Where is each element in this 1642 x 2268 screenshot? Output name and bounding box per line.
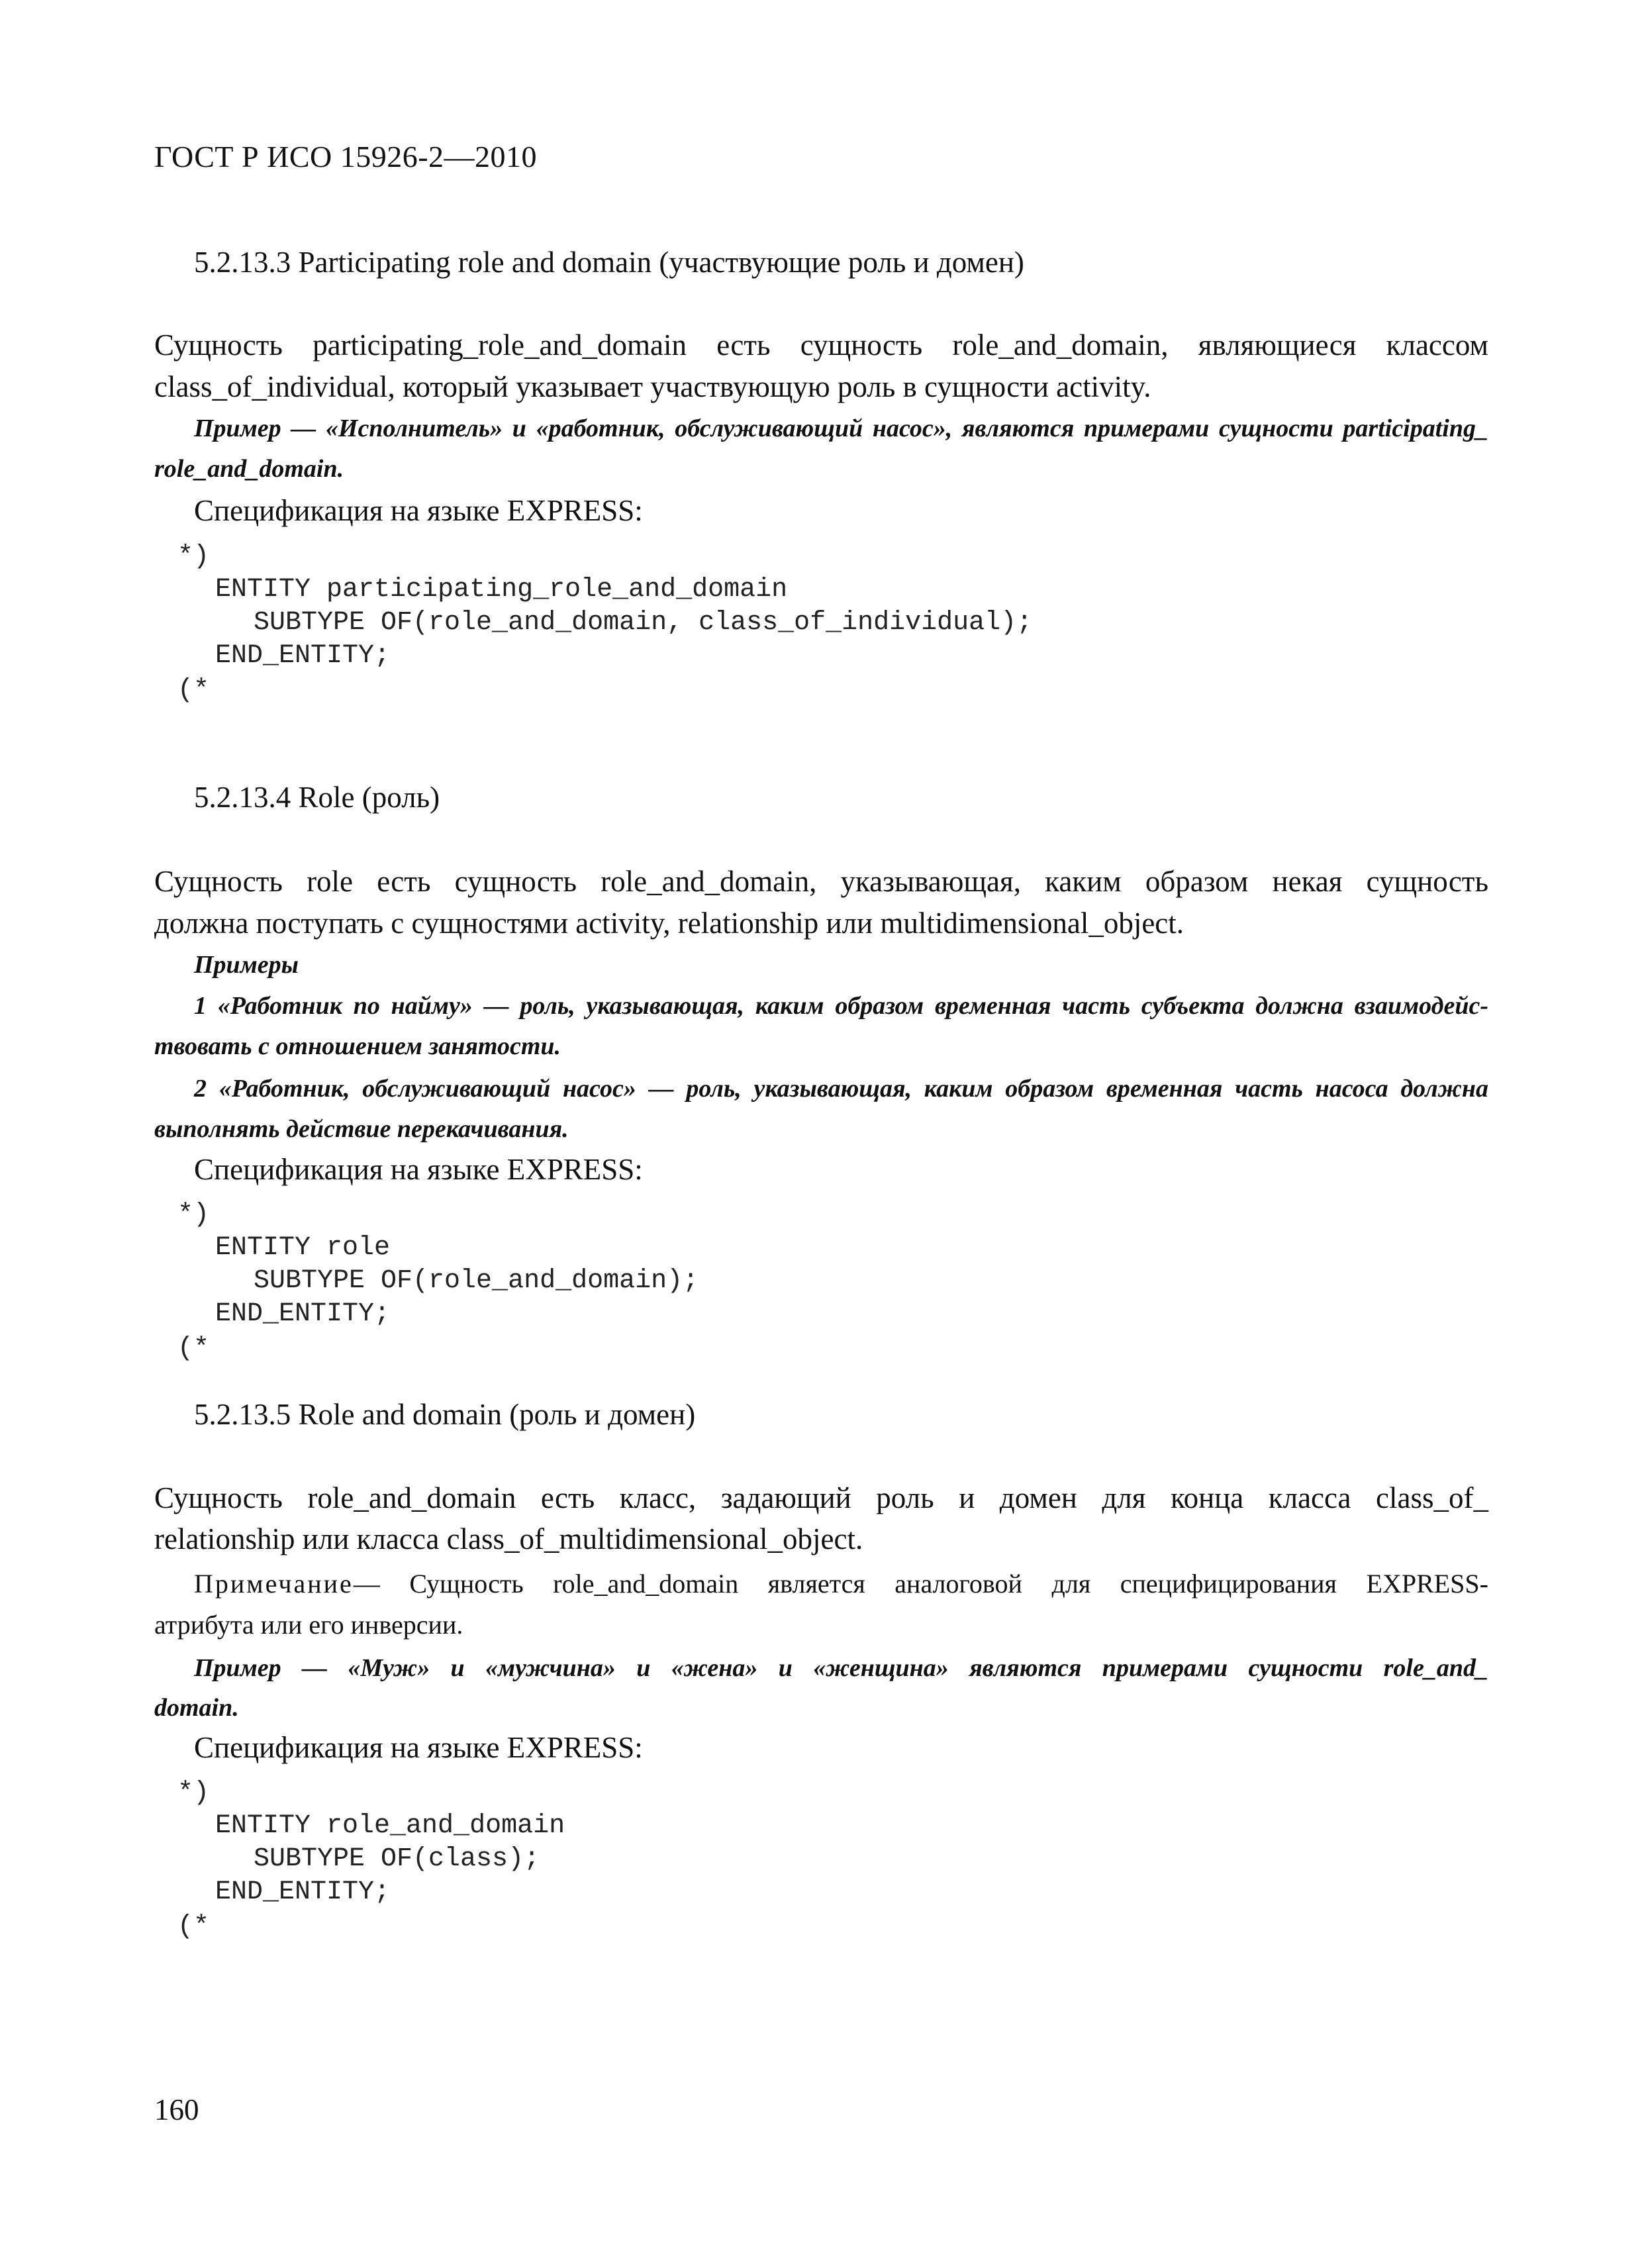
code-line: *) <box>177 542 210 571</box>
code-line: (* <box>177 1334 210 1363</box>
code-line: ENTITY role <box>215 1233 391 1263</box>
section-heading: 5.2.13.5 Role and domain (роль и домен) <box>194 1398 696 1431</box>
code-line: END_ENTITY; <box>215 1299 391 1329</box>
spec-label: Спецификация на языке EXPRESS: <box>194 494 643 527</box>
spec-label: Спецификация на языке EXPRESS: <box>194 1731 643 1764</box>
code-line: SUBTYPE OF(role_and_domain, class_of_individual); <box>254 608 1033 638</box>
body-line: должна поступать с сущностями activity, relationship или multidimensional_object. <box>154 907 1184 940</box>
note-line: атрибута или его инверсии. <box>154 1610 463 1640</box>
note-text: — Сущность role_and_domain является аналоговой для специфицирования EXPRESS- <box>353 1569 1488 1599</box>
body-line: Сущность role есть сущность role_and_domain, указывающая, каким образом некая сущность <box>154 865 1488 898</box>
code-line: END_ENTITY; <box>215 1877 391 1907</box>
code-line: ENTITY participating_role_and_domain <box>215 575 788 605</box>
examples-title: Примеры <box>194 951 299 979</box>
body-line: Сущность participating_role_and_domain есть сущность role_and_domain, являющиеся классом <box>154 328 1488 362</box>
page-number: 160 <box>154 2093 199 2126</box>
note-line <box>194 1568 1488 1599</box>
body-line: relationship или класса class_of_multidimensional_object. <box>154 1522 863 1555</box>
example-line: 1 «Работник по найму» — роль, указывающая, каким образом временная часть субъекта должна взаимодейс- <box>194 992 1488 1020</box>
section-heading: 5.2.13.4 Role (роль) <box>194 781 440 814</box>
body-line: Сущность role_and_domain есть класс, задающий роль и домен для конца класса class_of_ <box>154 1481 1488 1514</box>
code-line: *) <box>177 1778 210 1808</box>
example-line: domain. <box>154 1694 239 1722</box>
body-line: class_of_individual, который указывает участвующую роль в сущности activity. <box>154 370 1151 403</box>
example-line: выполнять действие перекачивания. <box>154 1115 569 1143</box>
example-line: Пример — «Муж» и «мужчина» и «жена» и «женщина» являются примерами сущности role_and_ <box>194 1654 1488 1682</box>
code-line: (* <box>177 1912 210 1942</box>
code-line: ENTITY role_and_domain <box>215 1811 565 1841</box>
section-heading: 5.2.13.3 Participating role and domain (участвующие роль и домен) <box>194 246 1024 279</box>
example-line: Пример — «Исполнитель» и «работник, обслуживающий насос», являются примерами сущности participating_ <box>194 415 1488 442</box>
code-line: SUBTYPE OF(class); <box>254 1844 540 1874</box>
code-line: SUBTYPE OF(role_and_domain); <box>254 1266 699 1296</box>
spec-label: Спецификация на языке EXPRESS: <box>194 1153 643 1186</box>
note-label: Примечание <box>194 1569 354 1599</box>
document-header: ГОСТ Р ИСО 15926-2—2010 <box>154 140 538 173</box>
example-line: твовать с отношением занятости. <box>154 1032 561 1060</box>
code-line: (* <box>177 675 210 705</box>
code-line: END_ENTITY; <box>215 641 391 671</box>
example-line: 2 «Работник, обслуживающий насос» — роль, указывающая, каким образом временная часть насоса должна <box>194 1075 1488 1103</box>
code-line: *) <box>177 1200 210 1230</box>
example-line: role_and_domain. <box>154 455 344 483</box>
